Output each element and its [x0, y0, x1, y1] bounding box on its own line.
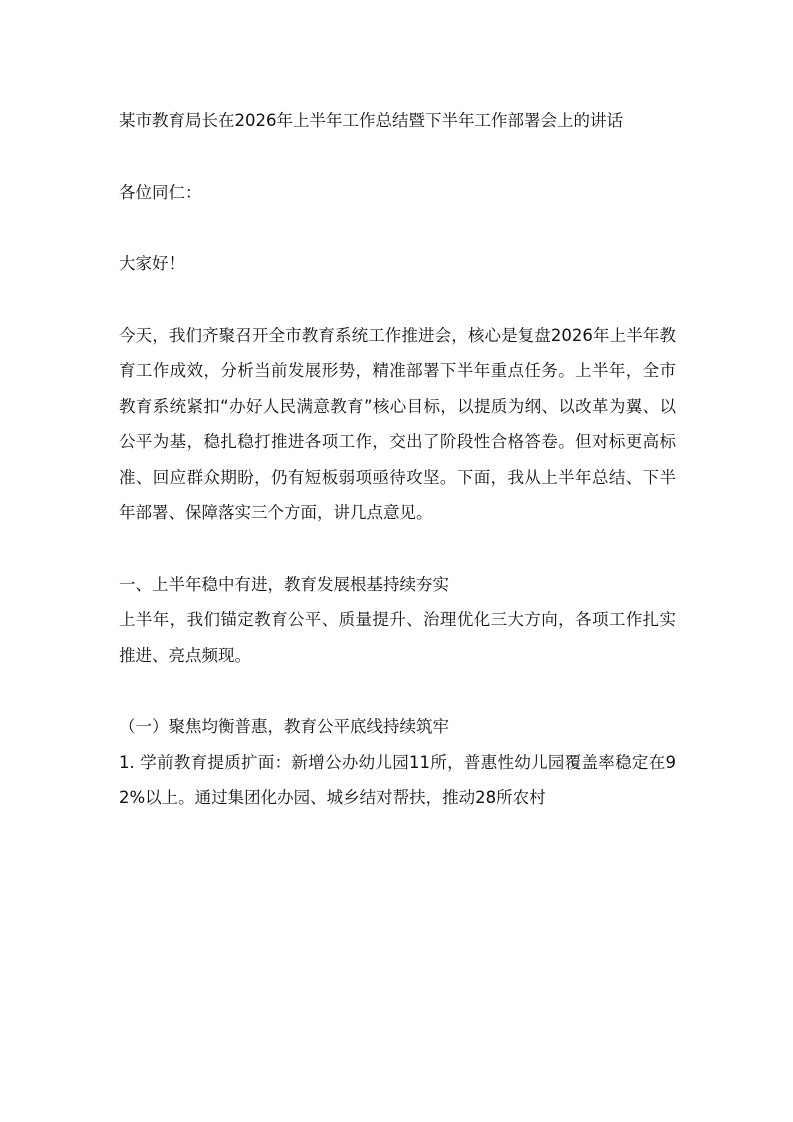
intro-paragraph: 今天，我们齐聚召开全市教育系统工作推进会，核心是复盘2026年上半年教育工作成效，分析当前发展形势，精准部署下半年重点任务。上半年，全市教育系统紧扣“办好人民满意教育”核心目标，以提质为纲、以改革为翼、以公平为基，稳扎稳打推进各项工作，交出了阶段性合格答卷。但对标更高标准、回应群众期盼，仍有短板弱项亟待攻坚。下面，我从上半年总结、下半年部署、保障落实三个方面，讲几点意见。	[119, 325, 676, 522]
section-1-heading: 一、上半年稳中有进，教育发展根基持续夯实	[119, 574, 449, 594]
item-1-paragraph: 1. 学前教育提质扩面：新增公办幼儿园11所，普惠性幼儿园覆盖率稳定在92%以上。通过集团化办园、城乡结对帮扶，推动28所农村	[119, 752, 676, 807]
subsection-1-heading: （一）聚焦均衡普惠，教育公平底线持续筑牢	[119, 717, 449, 736]
greeting: 大家好！	[119, 254, 185, 273]
speech-title: 某市教育局长在2026年上半年工作总结暨下半年工作部署会上的讲话	[119, 111, 623, 130]
salutation: 各位同仁：	[119, 182, 202, 202]
document-body	[119, 103, 676, 816]
section-1-body: 上半年，我们锚定教育公平、质量提升、治理优化三大方向，各项工作扎实推进、亮点频现。	[119, 610, 676, 665]
